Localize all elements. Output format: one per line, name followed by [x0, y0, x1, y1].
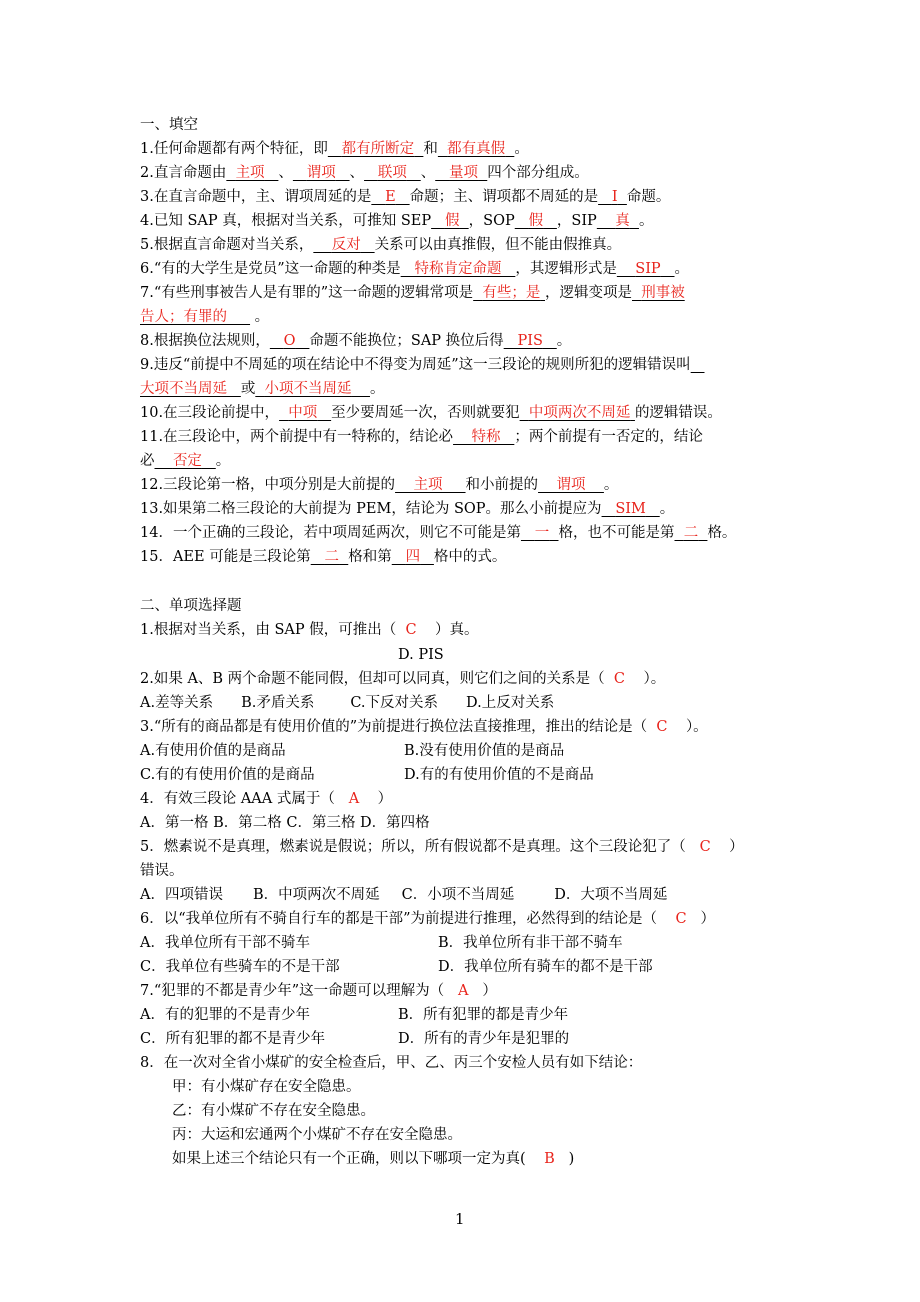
answer-blank: 刑事被 [641, 285, 685, 301]
mc-q5-cont: 错误。 [140, 863, 184, 879]
answer-blank: 特称 [471, 429, 501, 445]
mc-q8-question: 如果上述三个结论只有一个正确，则以下哪项一定为真( B ) [172, 1151, 575, 1167]
mc-q5-options: A．四项错误 B．中项两次不周延 C．小项不当周延 D．大项不当周延 [140, 887, 668, 903]
fill-q5: 5.根据直言命题对当关系， 反对 关系可以由真推假，但不能由假推真。 [140, 237, 622, 253]
answer-blank: 二 [683, 525, 699, 541]
answer-blank: I [611, 189, 618, 205]
answer-blank: 中项 [288, 405, 318, 421]
mc-q7: 7.“犯罪的不都是青少年”这一命题可以理解为（ A ） [140, 983, 497, 999]
section-title-fill: 一、填空 [140, 117, 198, 133]
answer-letter: A [458, 983, 469, 999]
answer-blank: 二 [324, 549, 340, 565]
answer-blank: 假 [444, 213, 460, 229]
mc-q8-statement-b: 乙：有小煤矿不存在安全隐患。 [172, 1103, 375, 1119]
answer-blank: PIS [517, 333, 543, 349]
answer-blank: 谓项 [556, 477, 586, 493]
fill-q9: 9.违反“前提中不周延的项在结论中不得变为周延”这一三段论的规则所犯的逻辑错误叫 [140, 357, 691, 373]
answer-blank: 大项不当周延 [140, 381, 227, 397]
answer-blank: 都有所断定 [341, 141, 415, 157]
answer-blank: 反对 [331, 237, 361, 253]
answer-blank: 真 [615, 213, 630, 229]
answer-blank: 都有真假 [447, 141, 506, 157]
answer-blank: SIM [615, 501, 646, 517]
answer-blank: 量项 [449, 165, 479, 181]
mc-q5: 5．燃素说不是真理，燃素说是假说；所以，所有假说都不是真理。这个三段论犯了（ C ） [140, 839, 744, 855]
answer-blank: O [283, 333, 296, 349]
answer-blank: 联项 [377, 165, 407, 181]
mc-q6-options-cd: C．我单位有些骑车的不是干部 D．我单位所有骑车的都不是干部 [140, 959, 653, 975]
answer-letter: C [699, 839, 711, 855]
mc-q4-options: A．第一格 B．第二格 C．第三格 D．第四格 [140, 815, 430, 831]
mc-q1: 1.根据对当关系，由 SAP 假，可推出（ C ）真。 [140, 622, 479, 638]
answer-blank: 特称肯定命题 [414, 261, 502, 277]
fill-q9-cont: 大项不当周延 或 小项不当周延 。 [140, 381, 385, 397]
mc-q2-options: A.差等关系 B.矛盾关系 C.下反对关系 D.上反对关系 [140, 695, 555, 711]
mc-q2: 2.如果 A、B 两个命题不能同假，但却可以同真，则它们之间的关系是（ C ）。 [140, 671, 666, 687]
fill-q7-cont: 告人；有罪的 。 [140, 309, 270, 325]
mc-q3: 3.“所有的商品都是有使用价值的”为前提进行换位法直接推理，推出的结论是（ C ）。 [140, 719, 708, 735]
answer-blank: 中项两次不周延 [528, 405, 631, 421]
mc-q8: 8．在一次对全省小煤矿的安全检查后，甲、乙、丙三个安检人员有如下结论： [140, 1055, 643, 1071]
fill-q3: 3.在直言命题中，主、谓项周延的是 E 命题；主、谓项都不周延的是 I 命题。 [140, 189, 671, 205]
fill-q12: 12.三段论第一格，中项分别是大前提的 主项 和小前提的 谓项 。 [140, 477, 619, 493]
answer-letter: C [656, 719, 668, 735]
answer-blank: 告人；有罪的 [140, 309, 227, 325]
answer-letter: A [348, 791, 360, 807]
fill-q13: 13.如果第二格三段论的大前提为 PEM，结论为 SOP。那么小前提应为 SIM 。 [140, 501, 675, 517]
mc-q7-options-cd: C．所有犯罪的都不是青少年 D．所有的青少年是犯罪的 [140, 1031, 570, 1047]
mc-q1-option-d: D. PIS [398, 647, 444, 663]
answer-blank: 假 [528, 213, 544, 229]
answer-blank: 有些；是 [482, 285, 541, 301]
answer-blank: 主项 [235, 165, 265, 181]
fill-q14: 14．一个正确的三段论，若中项周延两次，则它不可能是第 一 格，也不可能是第 二 格。 [140, 525, 737, 541]
fill-q11: 11.在三段论中，两个前提中有一特称的，结论必 特称 ；两个前提有一否定的，结论 [140, 429, 703, 445]
fill-q4: 4.已知 SAP 真，根据对当关系，可推知 SEP 假 ，SOP 假 ，SIP 真 。 [140, 213, 654, 229]
mc-q4: 4．有效三段论 AAA 式属于（ A ） [140, 791, 393, 807]
mc-q8-statement-a: 甲：有小煤矿存在安全隐患。 [172, 1079, 361, 1095]
mc-q7-options-ab: A．有的犯罪的不是青少年 B．所有犯罪的都是青少年 [140, 1007, 569, 1023]
fill-q7: 7.“有些刑事被告人是有罪的”这一命题的逻辑常项是 有些；是 ，逻辑变项是 刑事被 [140, 285, 685, 301]
page-number: 1 [455, 1210, 465, 1228]
fill-q1: 1.任何命题都有两个特征，即 都有所断定 和 都有真假 。 [140, 141, 529, 157]
answer-blank: 否定 [172, 453, 202, 469]
answer-blank: 一 [534, 525, 550, 541]
mc-q6: 6．以“我单位所有不骑自行车的都是干部”为前提进行推理，必然得到的结论是（ C ） [140, 911, 715, 927]
answer-letter: C [675, 911, 687, 927]
fill-q6: 6.“有的大学生是党员”这一命题的种类是 特称肯定命题 ，其逻辑形式是 SIP 。 [140, 261, 690, 277]
fill-q8: 8.根据换位法规则， O 命题不能换位；SAP 换位后得 PIS 。 [140, 333, 572, 349]
fill-q10: 10.在三段论前提中， 中项 至少要周延一次，否则就要犯 中项两次不周延 的逻辑错误。 [140, 405, 722, 421]
mc-q8-statement-c: 丙：大运和宏通两个小煤矿不存在安全隐患。 [172, 1127, 462, 1143]
answer-letter: C [613, 671, 626, 687]
answer-blank: 四 [405, 549, 421, 565]
answer-blank: SIP [635, 261, 661, 277]
mc-q6-options-ab: A．我单位所有干部不骑车 B．我单位所有非干部不骑车 [140, 935, 623, 951]
mc-q3-options-cd: C.有的有使用价值的是商品 D.有的有使用价值的不是商品 [140, 767, 594, 783]
answer-blank: 主项 [413, 477, 443, 493]
fill-q2: 2.直言命题由 主项 、 谓项 、 联项 、 量项 四个部分组成。 [140, 165, 589, 181]
fill-q15: 15．AEE 可能是三段论第 二 格和第 四 格中的式。 [140, 549, 507, 565]
fill-q11-cont: 必 否定 。 [140, 453, 231, 469]
answer-letter: B [544, 1151, 555, 1167]
section-title-choice: 二、单项选择题 [140, 598, 242, 614]
answer-blank: 小项不当周延 [264, 381, 352, 397]
answer-letter: C [405, 622, 417, 638]
answer-blank: E [385, 189, 396, 205]
mc-q3-options-ab: A.有使用价值的是商品 B.没有使用价值的是商品 [140, 743, 565, 759]
answer-blank: 谓项 [306, 165, 336, 181]
